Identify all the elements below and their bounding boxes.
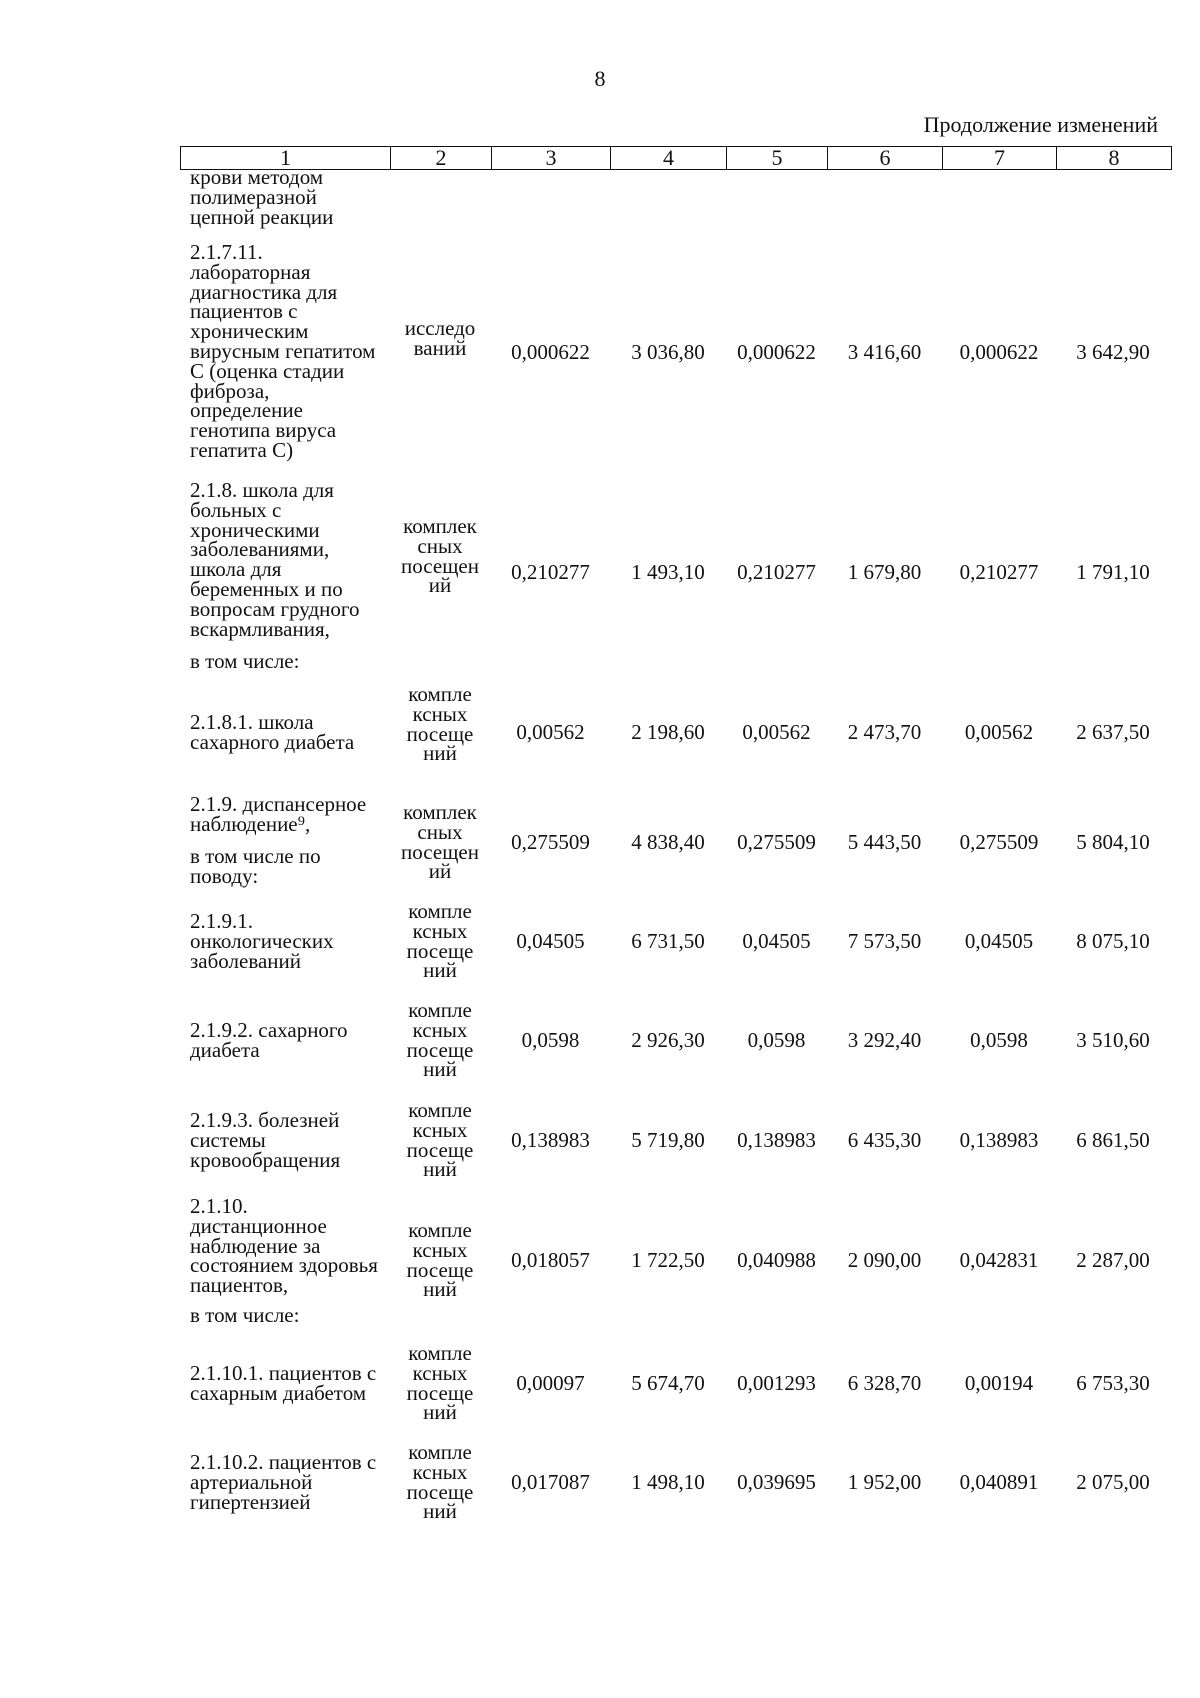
column-header-1: 1 xyxy=(181,147,391,170)
row-value-8: 1 791,10 xyxy=(1076,560,1150,584)
row-value-7: 0,040891 xyxy=(959,1470,1039,1494)
row-value-7: 0,275509 xyxy=(959,830,1039,854)
row-value-8: 2 075,00 xyxy=(1076,1470,1150,1494)
row-value-7: 0,000622 xyxy=(959,340,1039,364)
row-name: 2.1.9.1. онкологических заболеваний xyxy=(190,909,334,973)
row-unit: компле ксных посеще ний xyxy=(406,682,474,766)
row-value-3: 0,000622 xyxy=(511,340,590,364)
row-name: 2.1.10.1. пациентов с сахарным диабетом xyxy=(190,1361,377,1405)
row-value-3: 0,138983 xyxy=(511,1128,590,1152)
row-name: 2.1.8.1. школа сахарного диабета xyxy=(190,710,355,754)
row-unit: компле ксных посеще ний xyxy=(406,1218,474,1302)
row-value-5: 0,0598 xyxy=(747,1028,806,1052)
row-value-5: 0,138983 xyxy=(737,1128,816,1152)
row-name: 2.1.9.3. болезней системы кровообращения xyxy=(190,1108,341,1172)
row-value-7: 0,138983 xyxy=(959,1128,1039,1152)
row-value-8: 6 753,30 xyxy=(1076,1371,1150,1395)
row-unit: компле ксных посеще ний xyxy=(406,899,474,983)
row-value-5: 0,040988 xyxy=(737,1248,816,1272)
row-unit: компле ксных посеще ний xyxy=(406,1440,474,1524)
row-value-6: 6 328,70 xyxy=(847,1371,922,1395)
row-value-8: 8 075,10 xyxy=(1076,929,1150,953)
row-value-4: 3 036,80 xyxy=(631,340,705,364)
row-name: 2.1.10.2. пациентов с артериальной гипертензией xyxy=(190,1450,377,1514)
row-unit: компле ксных посеще ний xyxy=(406,1341,474,1425)
row-value-4: 4 838,40 xyxy=(631,830,705,854)
row-value-5: 0,04505 xyxy=(742,929,811,953)
row-value-8: 5 804,10 xyxy=(1076,830,1150,854)
row-value-3: 0,0598 xyxy=(521,1028,580,1052)
row-name: 2.1.8. школа для больных с хроническими заболеваниями, школа для беременных и по вопросам грудного вскармливания, xyxy=(190,478,360,641)
column-header-2: 2 xyxy=(391,147,492,170)
row-value-5: 0,000622 xyxy=(737,340,816,364)
row-value-4: 1 493,10 xyxy=(631,560,705,584)
row-value-6: 3 292,40 xyxy=(847,1028,922,1052)
column-header-table xyxy=(180,146,1172,170)
row-name: 2.1.7.11. лабораторная диагностика для пациентов с хроническим вирусным гепатитом С (оценка стадии фиброза, определение генотипа вируса гепатита С) xyxy=(190,240,376,462)
row-name: 2.1.10. дистанционное наблюдение за состоянием здоровья пациентов, xyxy=(190,1194,378,1298)
row-value-8: 6 861,50 xyxy=(1076,1128,1150,1152)
row-value-8: 3 642,90 xyxy=(1076,340,1150,364)
row-value-8: 3 510,60 xyxy=(1076,1028,1150,1052)
row-unit: компле ксных посеще ний xyxy=(406,1098,474,1182)
continuation-label: Продолжение изменений xyxy=(923,112,1158,137)
row-unit: комплек сных посещен ий xyxy=(401,800,479,884)
row-value-5: 0,039695 xyxy=(737,1470,816,1494)
row-name: в том числе: xyxy=(190,649,300,673)
row-value-4: 6 731,50 xyxy=(631,929,705,953)
row-value-6: 3 416,60 xyxy=(847,340,922,364)
column-header-row xyxy=(181,147,1172,170)
row-name: 2.1.9.2. сахарного диабета xyxy=(190,1018,348,1062)
row-value-6: 6 435,30 xyxy=(847,1128,922,1152)
row-value-6: 2 473,70 xyxy=(847,720,922,744)
page-number: 8 xyxy=(594,66,606,91)
row-value-5: 0,00562 xyxy=(742,720,811,744)
row-name: 2.1.9. диспансерное наблюдение⁹, xyxy=(190,792,367,836)
column-header-3: 3 xyxy=(492,147,611,170)
row-value-3: 0,018057 xyxy=(511,1248,590,1272)
row-value-5: 0,275509 xyxy=(737,830,816,854)
row-value-5: 0,210277 xyxy=(737,560,816,584)
row-value-3: 0,275509 xyxy=(511,830,590,854)
row-value-8: 2 637,50 xyxy=(1076,720,1150,744)
row-value-4: 2 926,30 xyxy=(631,1028,705,1052)
row-value-7: 0,042831 xyxy=(959,1248,1039,1272)
row-unit: компле ксных посеще ний xyxy=(406,998,474,1082)
row-value-7: 0,210277 xyxy=(959,560,1039,584)
column-header-7: 7 xyxy=(943,147,1057,170)
row-value-8: 2 287,00 xyxy=(1076,1248,1150,1272)
row-value-3: 0,017087 xyxy=(511,1470,590,1494)
row-value-3: 0,04505 xyxy=(516,929,585,953)
row-value-4: 5 719,80 xyxy=(631,1128,705,1152)
row-value-6: 2 090,00 xyxy=(847,1248,922,1272)
row-value-6: 7 573,50 xyxy=(847,929,922,953)
column-header-5: 5 xyxy=(727,147,828,170)
row-value-5: 0,001293 xyxy=(737,1371,816,1395)
row-unit: исследо ваний xyxy=(404,316,476,360)
row-value-3: 0,00097 xyxy=(516,1371,585,1395)
column-header-6: 6 xyxy=(828,147,943,170)
row-value-4: 2 198,60 xyxy=(631,720,705,744)
row-value-7: 0,00194 xyxy=(964,1371,1034,1395)
row-value-7: 0,00562 xyxy=(964,720,1034,744)
row-name: в том числе по поводу: xyxy=(190,844,321,888)
row-value-4: 5 674,70 xyxy=(631,1371,705,1395)
column-header-8: 8 xyxy=(1057,147,1172,170)
row-value-6: 5 443,50 xyxy=(847,830,922,854)
row-value-6: 1 952,00 xyxy=(847,1470,922,1494)
row-unit: комплек сных посещен ий xyxy=(401,514,479,598)
row-value-4: 1 498,10 xyxy=(631,1470,705,1494)
row-name: крови методом полимеразной цепной реакции xyxy=(190,165,334,229)
row-value-4: 1 722,50 xyxy=(631,1248,705,1272)
row-value-7: 0,04505 xyxy=(964,929,1034,953)
row-value-6: 1 679,80 xyxy=(847,560,922,584)
row-name: в том числе: xyxy=(190,1303,300,1327)
row-value-7: 0,0598 xyxy=(970,1028,1028,1052)
row-value-3: 0,00562 xyxy=(516,720,585,744)
row-value-3: 0,210277 xyxy=(511,560,590,584)
column-header-4: 4 xyxy=(611,147,727,170)
